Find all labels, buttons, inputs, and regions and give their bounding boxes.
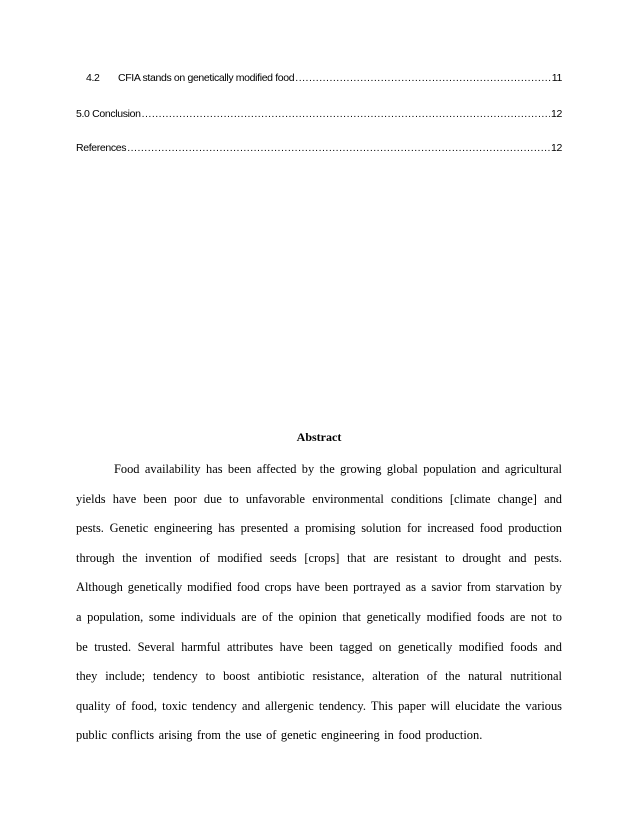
toc-entry-page: 12 bbox=[551, 142, 562, 154]
toc-dot-leader bbox=[142, 107, 550, 121]
toc-entry-title: 5.0 Conclusion bbox=[76, 108, 141, 120]
toc-dot-leader bbox=[295, 71, 551, 85]
abstract-paragraph: Food availability has been affected by the growing global population and agricultural yields have been poor due to unfavorable environmental conditions [climate change] and pests. Genetic engineering has presented a promising solution for increased food production through the invention of modified seeds [crops] that are resistant to drought and pests. Although genetically modified food crops have been portrayed as a savior from starvation by a population, some individuals are of the opinion that genetically modified foods are not to be trusted. Several harmful attributes have been tagged on genetically modified foods and they include; tendency to boost antibiotic resistance, alteration of the natural nutritional quality of food, toxic tendency and allergenic tendency. This paper will elucidate the various public conflicts arising from the use of genetic engineering in food production. bbox=[76, 462, 562, 743]
toc-entry-conclusion[interactable] bbox=[76, 107, 562, 121]
toc-entry-page: 12 bbox=[551, 108, 562, 120]
toc-entry-page: 11 bbox=[551, 72, 562, 84]
toc-dot-leader bbox=[127, 141, 550, 155]
toc-entry-number: 4.2 bbox=[86, 72, 100, 84]
toc-entry-4-2[interactable] bbox=[76, 71, 562, 85]
toc-entry-references[interactable] bbox=[76, 141, 562, 155]
abstract-heading: Abstract bbox=[296, 430, 342, 444]
toc-entry-title: CFIA stands on genetically modified food bbox=[118, 72, 295, 84]
toc-entry-title: References bbox=[76, 142, 127, 154]
